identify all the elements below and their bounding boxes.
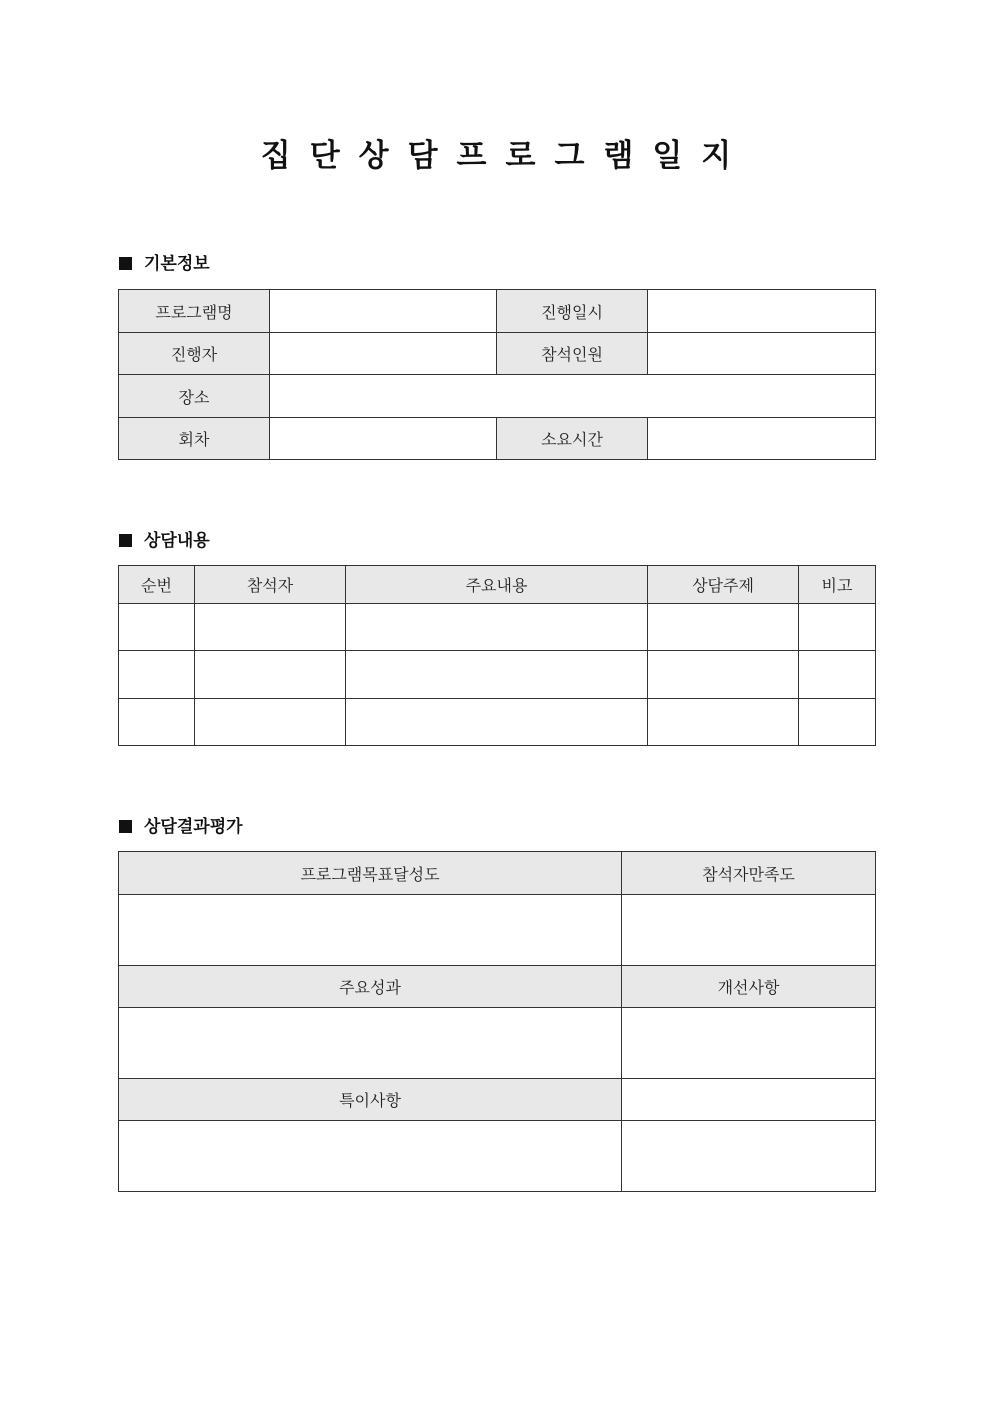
improvements-field[interactable] — [622, 1008, 876, 1079]
outcomes-field[interactable] — [119, 1008, 622, 1079]
improvements-label: 개선사항 — [622, 966, 876, 1008]
document-title: 집단상담프로그램일지 — [260, 138, 751, 174]
table-cell[interactable] — [346, 699, 648, 746]
table-cell[interactable] — [648, 699, 799, 746]
table-cell[interactable] — [648, 651, 799, 699]
satisfaction-field[interactable] — [622, 895, 876, 966]
table-row — [119, 375, 876, 418]
column-header-participant: 참석자 — [195, 566, 346, 604]
session-label: 회차 — [119, 418, 270, 460]
column-header-topic: 상담주제 — [648, 566, 799, 604]
table-cell[interactable] — [195, 651, 346, 699]
table-cell[interactable] — [195, 604, 346, 651]
evaluation-heading — [119, 815, 243, 839]
session-field[interactable] — [270, 418, 497, 460]
outcomes-label: 주요성과 — [119, 966, 622, 1008]
evaluation-heading-label: 상담결과평가 — [144, 817, 243, 837]
notes-side-field[interactable] — [622, 1079, 876, 1121]
facilitator-label: 진행자 — [119, 333, 270, 375]
table-row — [119, 1121, 876, 1192]
date-field[interactable] — [648, 290, 876, 333]
table-header-row — [119, 966, 876, 1008]
duration-field[interactable] — [648, 418, 876, 460]
table-cell[interactable] — [119, 651, 195, 699]
table-row — [119, 418, 876, 460]
date-label: 진행일시 — [497, 290, 648, 333]
column-header-main-content: 주요내용 — [346, 566, 648, 604]
table-cell[interactable] — [346, 651, 648, 699]
table-cell[interactable] — [799, 604, 876, 651]
table-header-row — [119, 566, 876, 604]
program-name-field[interactable] — [270, 290, 497, 333]
facilitator-field[interactable] — [270, 333, 497, 375]
content-heading — [119, 529, 210, 553]
column-header-remarks: 비고 — [799, 566, 876, 604]
location-field[interactable] — [270, 375, 876, 418]
table-row — [119, 1008, 876, 1079]
goal-achievement-label: 프로그램목표달성도 — [119, 852, 622, 895]
table-row — [119, 651, 876, 699]
table-row — [119, 290, 876, 333]
location-label: 장소 — [119, 375, 270, 418]
attendees-field[interactable] — [648, 333, 876, 375]
notes-field[interactable] — [119, 1121, 622, 1192]
evaluation-table — [118, 851, 876, 1192]
table-cell[interactable] — [346, 604, 648, 651]
table-cell[interactable] — [195, 699, 346, 746]
notes-extra-field[interactable] — [622, 1121, 876, 1192]
square-bullet-icon — [119, 257, 132, 270]
basic-info-heading-label: 기본정보 — [144, 254, 210, 274]
notes-label: 특이사항 — [119, 1079, 622, 1121]
column-header-number: 순번 — [119, 566, 195, 604]
table-cell[interactable] — [119, 604, 195, 651]
table-row — [119, 895, 876, 966]
satisfaction-label: 참석자만족도 — [622, 852, 876, 895]
table-row — [119, 699, 876, 746]
table-header-row — [119, 852, 876, 895]
table-cell[interactable] — [119, 699, 195, 746]
table-row — [119, 604, 876, 651]
duration-label: 소요시간 — [497, 418, 648, 460]
attendees-label: 참석인원 — [497, 333, 648, 375]
square-bullet-icon — [119, 534, 132, 547]
square-bullet-icon — [119, 820, 132, 833]
content-heading-label: 상담내용 — [144, 531, 210, 551]
table-row — [119, 333, 876, 375]
basic-info-heading — [119, 252, 210, 276]
basic-info-table — [118, 289, 876, 460]
table-cell[interactable] — [799, 699, 876, 746]
goal-achievement-field[interactable] — [119, 895, 622, 966]
table-header-row — [119, 1079, 876, 1121]
table-cell[interactable] — [799, 651, 876, 699]
content-table — [118, 565, 876, 746]
table-cell[interactable] — [648, 604, 799, 651]
program-name-label: 프로그램명 — [119, 290, 270, 333]
